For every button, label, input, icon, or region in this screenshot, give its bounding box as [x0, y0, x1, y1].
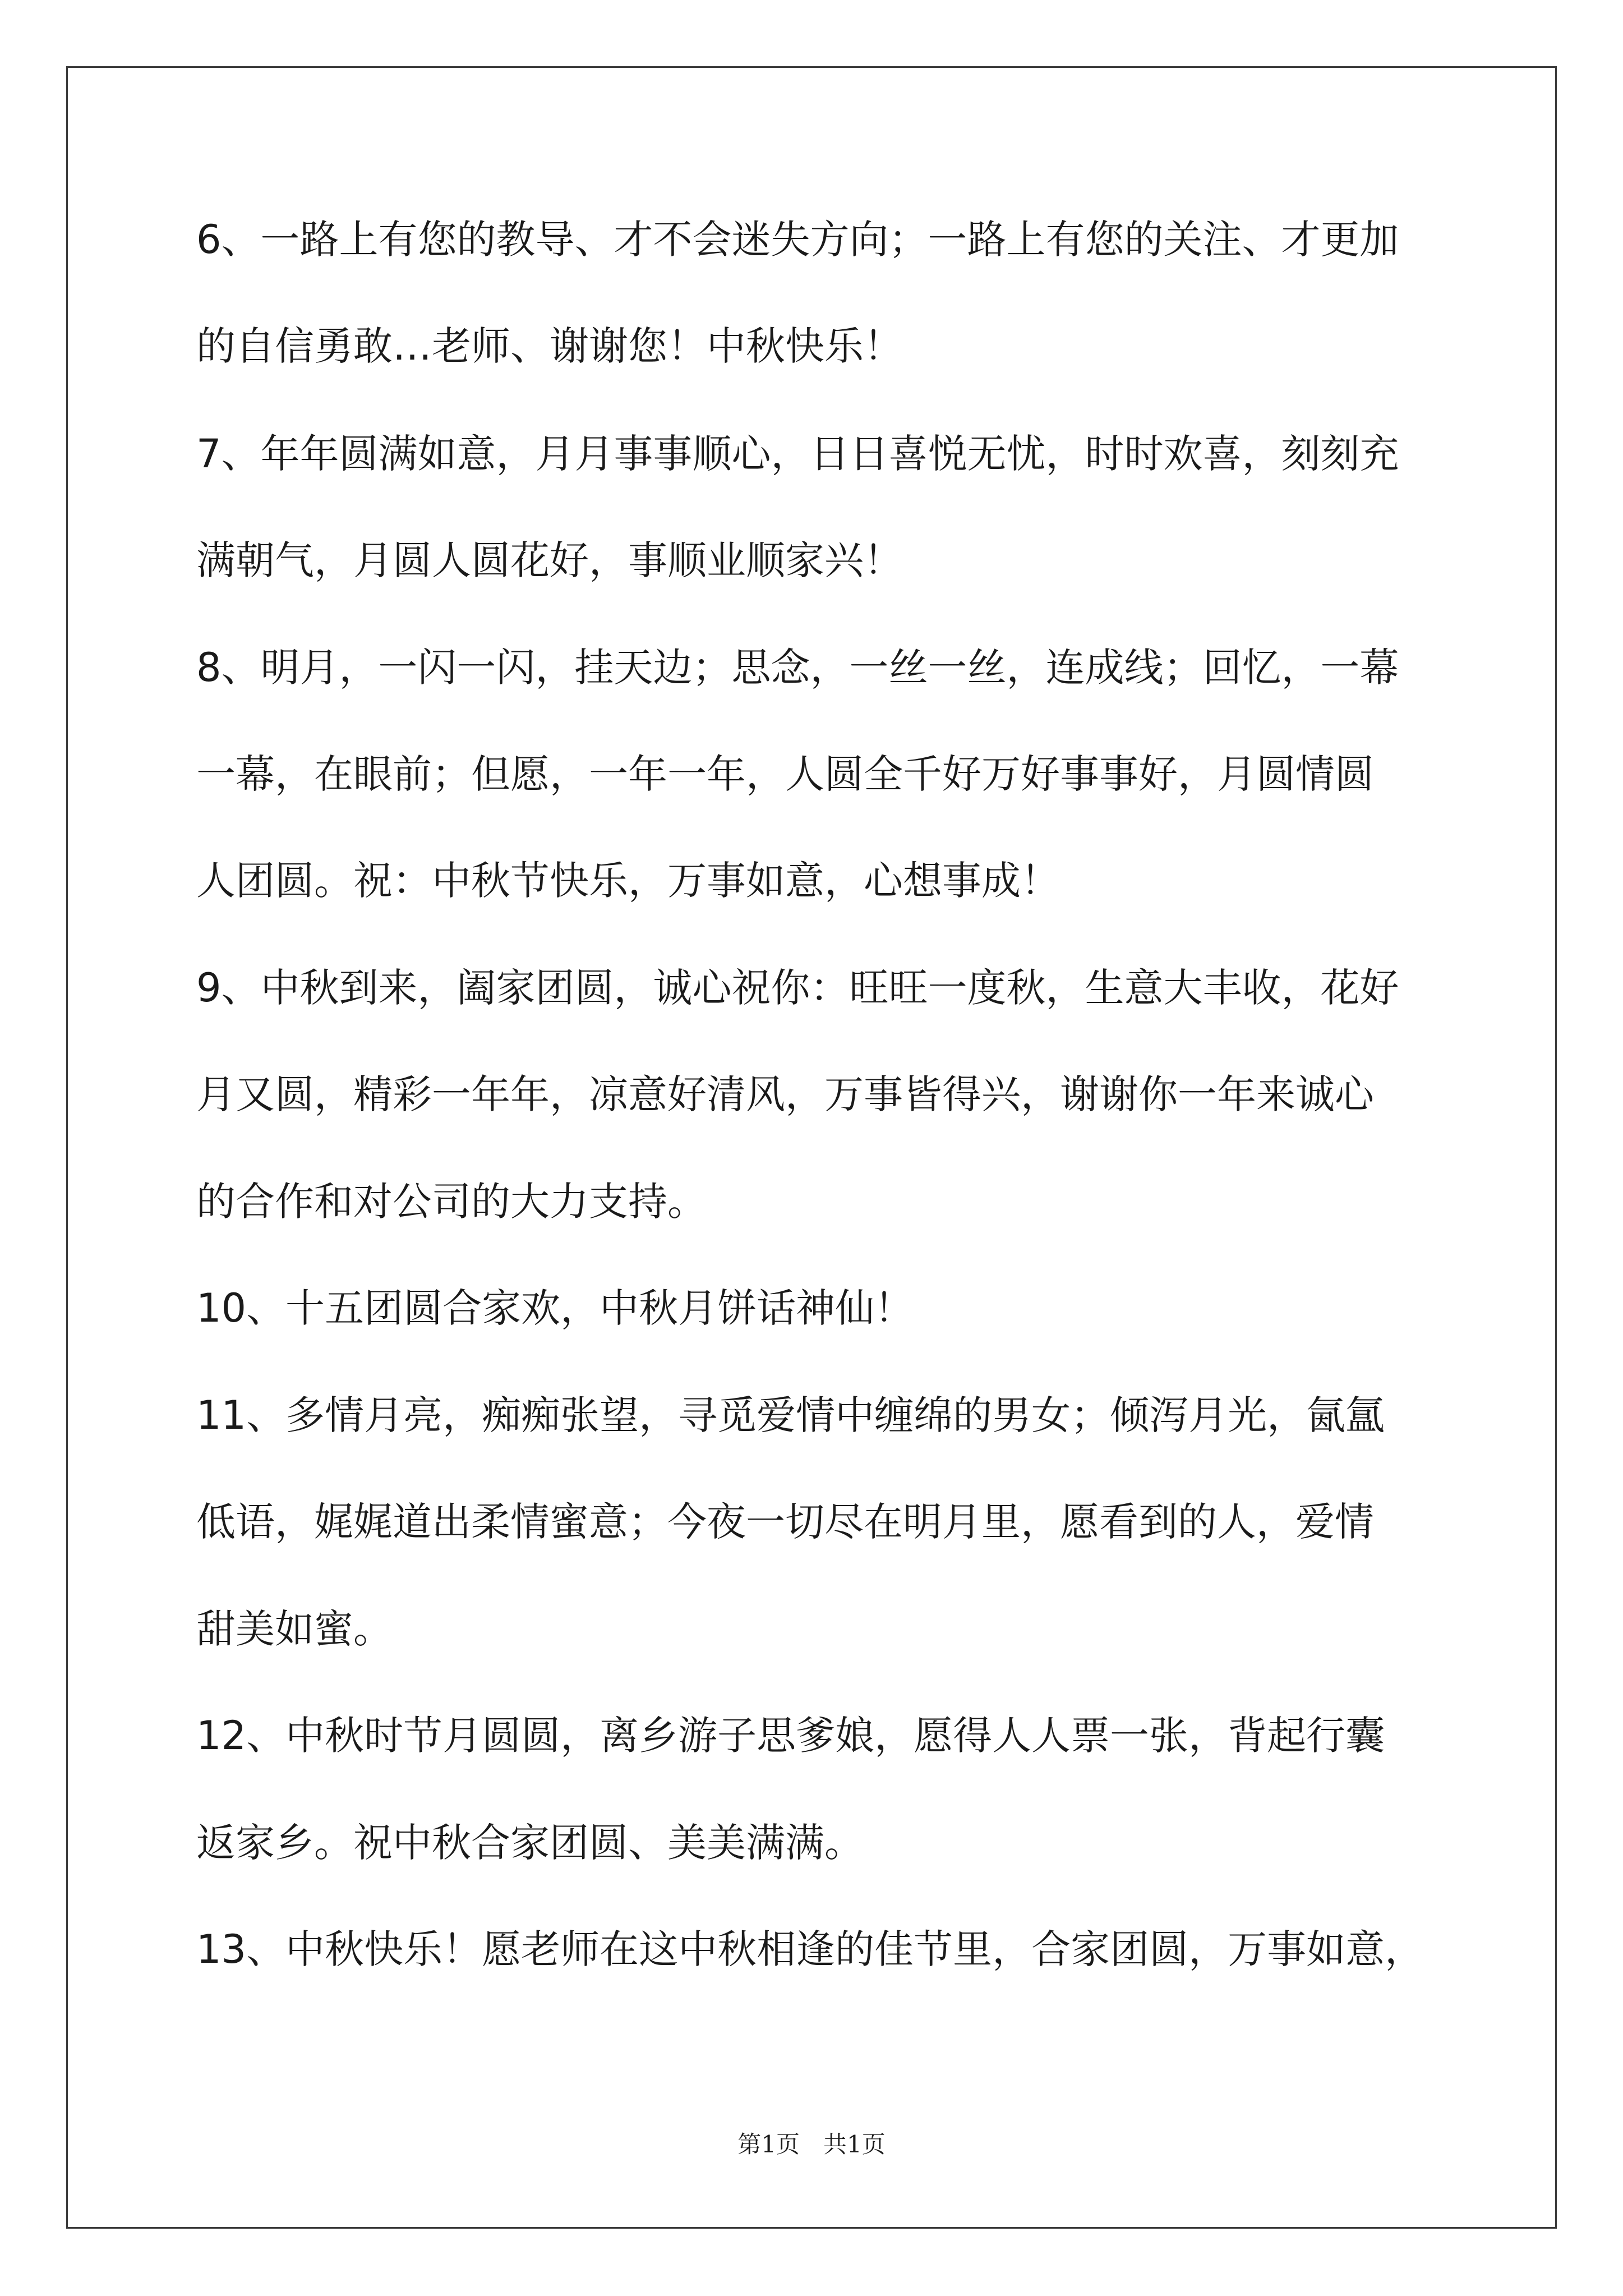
text-line: 8、明月，一闪一闪，挂天边；思念，一丝一丝，连成线；回忆，一幕: [196, 645, 1399, 691]
text-line: 10、十五团圆合家欢，中秋月饼话神仙！: [196, 1285, 914, 1331]
text-line: 7、年年圆满如意，月月事事顺心，日日喜悦无忧，时时欢喜，刻刻充: [196, 431, 1399, 477]
text-line: 低语，娓娓道出柔情蜜意；今夜一切尽在明月里，愿看到的人，爱情: [196, 1499, 1374, 1545]
text-line: 满朝气，月圆人圆花好，事顺业顺家兴！: [196, 537, 903, 583]
page-number: 第1页 共1页: [737, 2131, 886, 2158]
text-line: 返家乡。祝中秋合家团圆、美美满满。: [196, 1820, 864, 1866]
text-line: 甜美如蜜。: [196, 1606, 393, 1652]
text-line: 一幕，在眼前；但愿，一年一年，人圆全千好万好事事好，月圆情圆: [196, 751, 1374, 797]
text-line: 的合作和对公司的大力支持。: [196, 1179, 707, 1225]
text-line: 9、中秋到来，阖家团圆，诚心祝你：旺旺一度秋，生意大丰收，花好: [196, 965, 1399, 1011]
text-line: 11、多情月亮，痴痴张望，寻觅爱情中缠绵的男女；倾泻月光，氤氲: [196, 1392, 1385, 1438]
text-line: 6、一路上有您的教导、才不会迷失方向；一路上有您的关注、才更加: [196, 217, 1399, 263]
text-line: 人团圆。祝：中秋节快乐，万事如意，心想事成！: [196, 858, 1060, 904]
text-line: 12、中秋时节月圆圆，离乡游子思爹娘，愿得人人票一张，背起行囊: [196, 1713, 1385, 1759]
page-border: [66, 66, 1557, 2229]
text-line: 月又圆，精彩一年年，凉意好清风，万事皆得兴，谢谢你一年来诚心: [196, 1071, 1374, 1117]
text-line: 的自信勇敢…老师、谢谢您！中秋快乐！: [196, 323, 903, 369]
text-line: 13、中秋快乐！愿老师在这中秋相逢的佳节里，合家团圆，万事如意，: [196, 1926, 1424, 1972]
